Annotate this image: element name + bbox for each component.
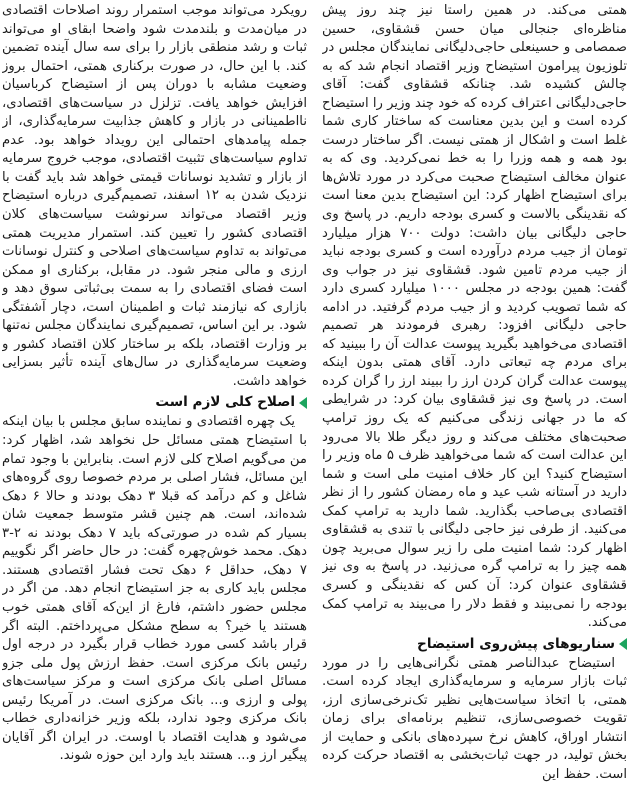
section-heading (322, 635, 627, 654)
section-heading-text: سناریوهای پیش‌روی استیضاح (417, 635, 615, 652)
article-paragraph: استیضاح عبدالناصر همتی نگرانی‌هایی را در مورد ثبات بازار سرمایه و سرمایه‌گذاری ایجاد کرده است. همتی، با اتخاذ سیاست‌هایی نظیر تک‌نرخی‌سازی ارز، تقویت خصوصی‌سازی، تنظیم برنامه‌ای برای زمان انتشار اوراق، کاهش نرخ سپرده‌های بانکی و حمایت از بخش تولید، در جهت ثبات‌بخشی به اقتصاد حرکت کرده است. حفظ این (322, 655, 627, 782)
section-marker-icon (299, 397, 307, 409)
section-heading (2, 393, 307, 412)
article-column-right (322, 2, 627, 800)
section-heading-text: اصلاح کلی لازم است (155, 394, 295, 411)
article-paragraph: یک چهره اقتصادی و نماینده سابق مجلس با بیان اینکه با استیضاح همتی مسائل حل نخواهد شد، اظهار کرد: من می‌گویم اصلاح کلی لازم است. بنابراین با وجود تمام این مسائل، فشار اصلی بر مردم خصوصا روی گروه‌های شاغل و کم درآمد که قبلا ۳ دهک بودند و حالا ۶ دهک شده‌اند، است. هم چنین قشر متوسط جمعیت شان بسیار کم شده در صورتی‌که باید ۷ دهک بودند نه ۲-۳ دهک. محمد خوش‌چهره گفت: در حال حاضر اگر نگوییم ۷ دهک، حداقل ۶ دهک تحت فشار اقتصادی هستند. مجلس باید کاری به جز استیضاح انجام دهد. من اگر در مجلس حضور داشتم، فارغ از این‌که آقای همتی خوب هستند یا خیر؟ به سطح مشکل می‌پرداختم. البته اگر قرار باشد کسی مورد خطاب قرار بگیرد در درجه اول رئیس بانک مرکزی است. حفظ ارزش پول ملی جزو مسائل اصلی بانک مرکزی است و مرکز سیاست‌های پولی و ارزی و... بانک مرکزی است. در آمریکا رئیس بانک مرکزی وجود ندارد، بلکه وزیر خزانه‌داری خطاب می‌شود و هدایت اقتصاد با اوست. در ایران اگر آقایان پیگیر ارز و... هستند باید وارد این حوزه شوند. (2, 414, 307, 764)
article-column-left (2, 2, 307, 800)
article-paragraph: رویکرد می‌تواند موجب استمرار روند اصلاحات اقتصادی در میان‌مدت و بلندمدت شود واضحا ابقای او می‌تواند ثبات و رشد منطقی بازار را برای سه سال آینده تضمین کند. با این حال، در صورت برکناری همتی، احتمال بروز وضعیت مشابه با دوران پس از استیضاح کرباسیان افزایش خواهد یافت. تزلزل در سیاست‌های اقتصادی، نااطمینانی در بازار و کاهش جذابیت سرمایه‌گذاری، از جمله پیامدهای احتمالی این رویداد خواهد بود. عدم تداوم سیاست‌های تثبیت اقتصادی، موجب خروج سرمایه از بازار و تشدید نوسانات قیمتی خواهد شد باید گفت با نزدیک شدن به ۱۲ اسفند، تصمیم‌گیری درباره استیضاح وزیر اقتصاد می‌تواند سرنوشت سیاست‌های کلان اقتصادی کشور را تعیین کند. استمرار مدیریت همتی می‌تواند به تداوم سیاست‌های اصلاحی و کنترل نوسانات ارزی و مالی منجر شود. در مقابل، برکناری او ممکن است فضای اقتصادی را به سمت بی‌ثباتی سوق دهد و بازاری که نیازمند ثبات و اطمینان است، دچار آشفتگی شود. بر این اساس، تصمیم‌گیری نمایندگان مجلس نه‌تنها بر وزارت اقتصاد، بلکه بر ساختار کلان اقتصاد کشور و وضعیت سرمایه‌گذاری در سال‌های آینده تأثیر بسزایی خواهد داشت. (2, 3, 307, 389)
article-paragraph: همتی می‌کند. در همین راستا نیز چند روز پیش مناظره‌ای جنجالی میان حسن قشقاوی، حسین صمصامی و حسینعلی حاجی‌دلیگانی نمایندگان مجلس در تلوزیون پیرامون استیضاح وزیر اقتصاد انجام شد که به چالش کشیده شد. چنانکه قشقاوی گفت: آقای حاجی‌دلیگانی اعتراف کرده که خود چند وزیر را استیضاح کرده است و این بدین معناست که ساختار کاری شما غلط است و اشکال از همتی نیست. اگر ساختار درست بود همه و همه وزرا را به خط نمی‌کردید. وی که به عنوان مخالف استیضاح صحبت می‌کرد در مورد تلاش‌ها برای استیضاح اظهار کرد: این استیضاح بدین معنا است که نقدینگی بالاست و کسری بودجه داریم. در پاسخ وی حاجی دلیگانی بیان داشت: دولت ۷۰۰ هزار میلیارد تومان از جیب مردم درآورده است و کسری بودجه نباید از جیب مردم تامین شود. قشقاوی نیز در جواب وی گفت: همین بودجه در مجلس ۱۰۰۰ میلیارد کسری دارد که شما تصویب کردید و از جیب مردم گرفتید. در ادامه حاجی دلیگانی افزود: رهبری فرمودند هر تصمیم اقتصادی می‌خواهید بگیرید پیوست عدالت آن را ببینید که برای مردم چه تبعاتی دارد. آقای همتی بدون اینکه پیوست عدالت گران کردن ارز را ببیند ارز را گران کرده است. در پاسخ وی نیز قشقاوی بیان کرد: در شرایطی که ما در جهانی زندگی می‌کنیم که یک روز ترامپ صحبت‌های مختلف می‌کند و روز دیگر طلا بالا می‌رود این عدالت است که شما می‌خواهید ظرف ۵ ماه وزیر را استیضاح کنید؟ این کار خلاف امنیت ملی است و شما دارید در آستانه شب عید و ماه رمضان کشور را از نظر اقتصادی بی‌صاحب بگذارید. شما دارید به ترامپ کمک می‌کنید. از طرفی نیز حاجی دلیگانی با تندی به قشقاوی اظهار کرد: شما امنیت ملی را زیر سوال می‌برید چون همه چیز را به ترامپ گره می‌زنید. در پاسخ به وی نیز قشقاوی عنوان کرد: آن کس که نقدینگی و کسری بودجه را نمی‌بیند و فقط دلار را می‌بیند به ترامپ کمک می‌کند. (322, 3, 627, 631)
section-marker-icon (619, 638, 627, 650)
